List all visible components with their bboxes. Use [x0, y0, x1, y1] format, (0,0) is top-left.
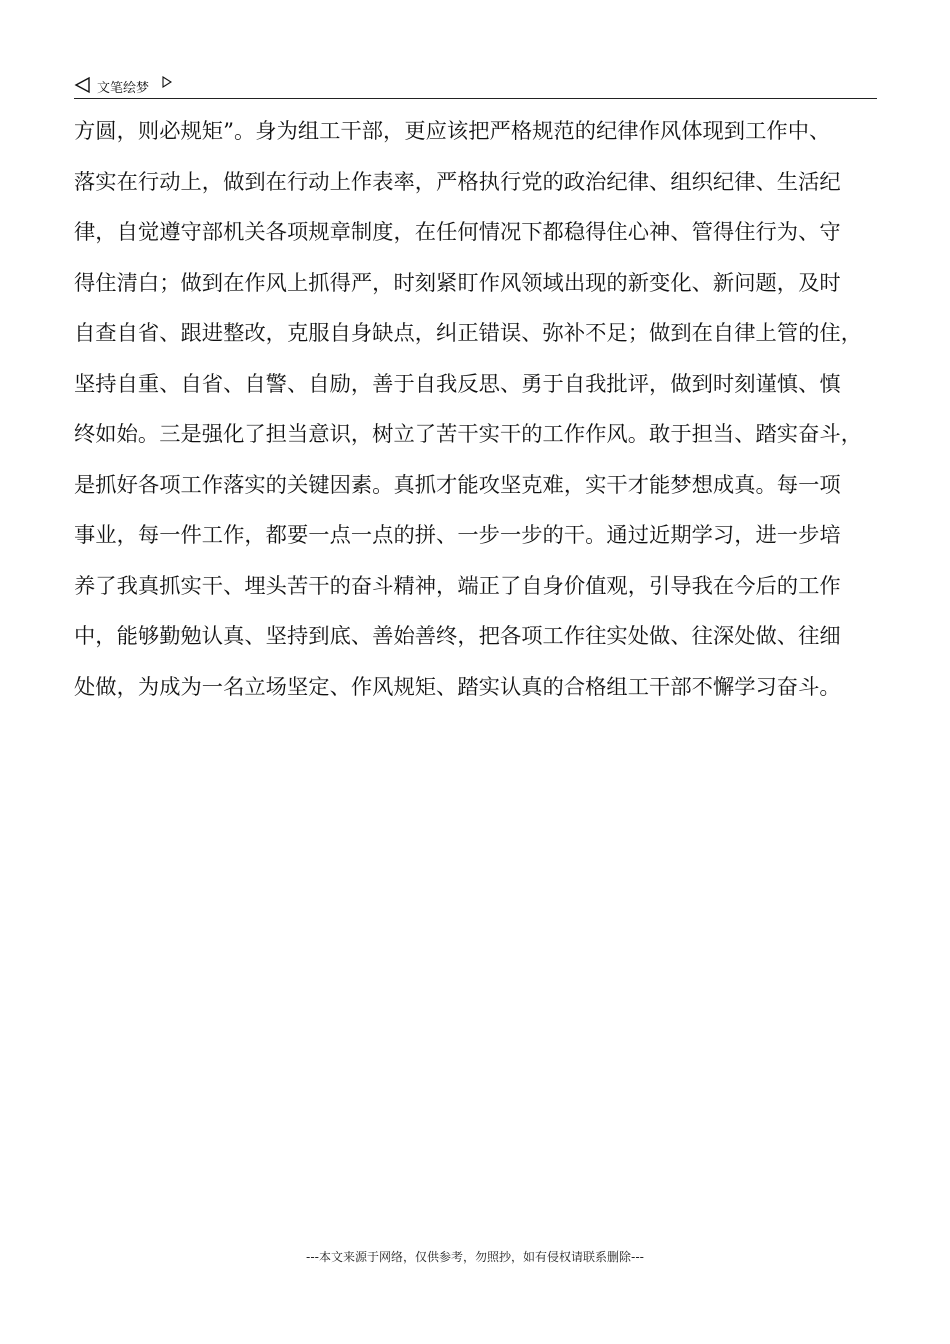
text-line: 方圆，则必规矩”。身为组工干部，更应该把严格规范的纪律作风体现到工作中、	[74, 119, 831, 144]
document-body	[74, 121, 880, 727]
text-line: 事业，每一件工作，都要一点一点的拼、一步一步的干。通过近期学习，进一步培	[74, 523, 841, 548]
text-line: 自查自省、跟进整改，克服自身缺点，纠正错误、弥补不足；做到在自律上管的住，	[74, 321, 862, 346]
text-line: 是抓好各项工作落实的关键因素。真抓才能攻坚克难，实干才能梦想成真。每一项	[74, 472, 841, 498]
text-line: 得住清白；做到在作风上抓得严，时刻紧盯作风领域出现的新变化、新问题，及时	[74, 270, 841, 296]
footer-disclaimer: ---本文来源于网络，仅供参考，勿照抄，如有侵权请联系删除---	[306, 1250, 644, 1264]
text-line: 落实在行动上，做到在行动上作表率，严格执行党的政治纪律、组织纪律、生活纪	[74, 169, 841, 195]
page-header	[74, 74, 877, 99]
text-line: 中，能够勤勉认真、坚持到底、善始善终，把各项工作往实处做、往深处做、往细	[74, 624, 841, 649]
triangle-right-outline-icon	[162, 76, 172, 88]
text-line: 养了我真抓实干、埋头苦干的奋斗精神，端正了自身价值观，引导我在今后的工作	[74, 573, 841, 599]
text-line: 处做，为成为一名立场坚定、作风规矩、踏实认真的合格组工干部不懈学习奋斗。	[74, 674, 841, 700]
text-line: 终如始。三是强化了担当意识，树立了苦干实干的工作作风。敢于担当、踏实奋斗，	[74, 422, 862, 447]
triangle-left-outline-icon	[74, 76, 92, 94]
text-line: 坚持自重、自省、自警、自励，善于自我反思、勇于自我批评，做到时刻谨慎、慎	[74, 371, 841, 397]
text-line: 律，自觉遵守部机关各项规章制度，在任何情况下都稳得住心神、管得住行为、守	[74, 220, 841, 245]
header-title: 文笔绘梦	[97, 81, 150, 96]
